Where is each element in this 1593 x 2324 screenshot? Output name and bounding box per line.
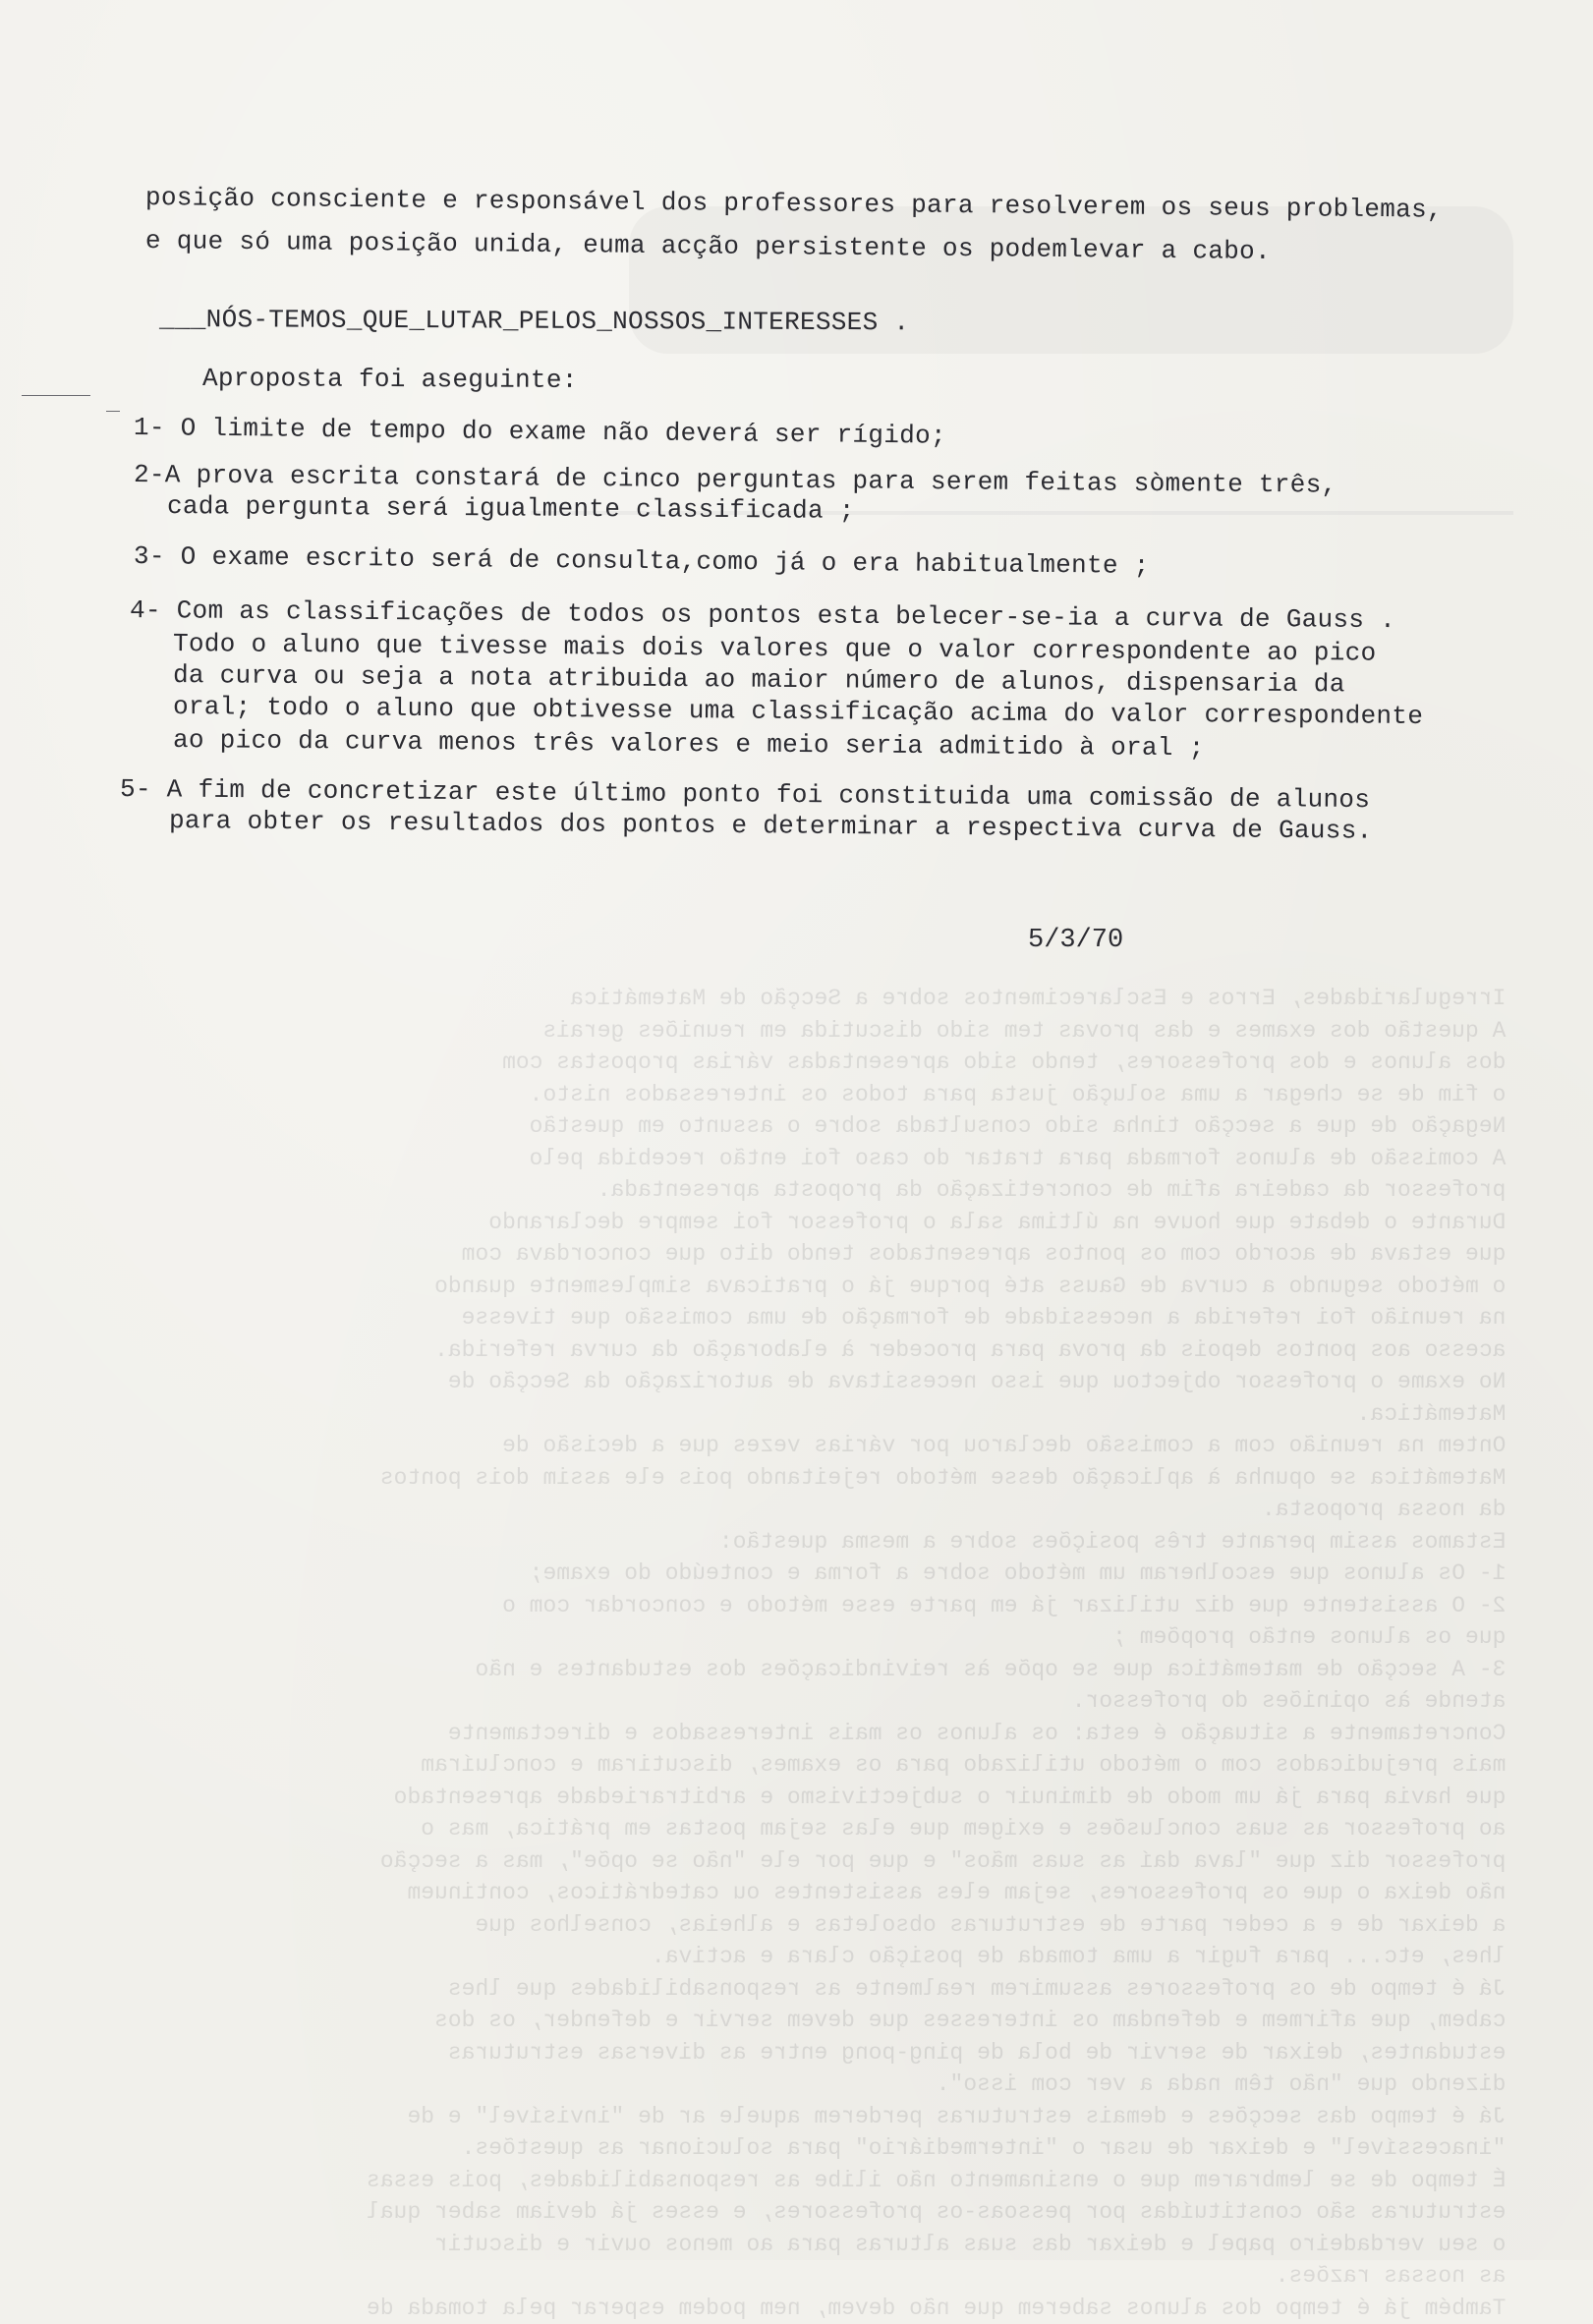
proposal-intro: Aproposta foi aseguinte: <box>201 364 578 395</box>
margin-pencil-tick <box>106 411 120 412</box>
proposal-item-1: 1- O limite de tempo do exame não deverá ser rígido; <box>133 413 947 451</box>
margin-pencil-mark <box>22 395 90 396</box>
proposal-item-5-line-2: para obter os resultados dos pontos e determinar a respectiva curva de Gauss. <box>168 806 1373 846</box>
proposal-item-5-line-1: 5- A fim de concretizar este último ponto foi constituida uma comissão de alunos <box>119 774 1371 816</box>
proposal-item-4-line-2: Todo o aluno que tivesse mais dois valores que o valor correspondente ao pico <box>172 629 1377 668</box>
show-through-text: Irregularidades, Erros e Esclarecimentos sobre a Secção de Matemática A questão dos exames e das provas tem sido discutida em reuniões gerais dos alunos e dos professores, tendo sido apresentadas várias propostas com o fim de se chegar a uma solução justa para todos os interessados nisto. Negação de que a secção tinha sido consultada sobre o assunto em questão A comissão de alunos formada para tratar do caso foi então recebida pelo professor da cadeira afim de concretização da proposta apresentada. Durante o debate que houve na última sala o professor foi sempre declarando que estava de acordo com os pontos apresentados tendo dito que concordava com o método segundo a curva de Gauss até porque já o praticava simplesmente quando na reunião foi referida a necessidade de formação de uma comissão que tivesse acesso aos pontos depois da prova para proceder à elaboração da curva referida. No exame o professor objectou que isso necessitava de autorização da Secção de Matemática. Ontem na reunião com a comissão declarou por várias vezes que a decisão de Matemática se opunha à aplicação desse método rejeitando pois ele assim dois pontos da nossa proposta. Estamos assim perante três posições sobre a mesma questão: 1- Os alunos que escolheram um método sobre a forma e conteúdo do exame; 2- O assistente que diz utilizar já em parte esse método e concordar com o que os alunos então propõem ; 3- A secção de matemática que se opõe às reivindicações dos estudantes e não atende às opiniões do professor. Concretamente a situação é esta: os alunos os mais interessados e directamente mais prejudicados com o método utilizado para os exames, discutiram e concluíram que havia para já um modo de diminuir o subjectivismo e arbitrariedade apresentado ao professor as suas conclusões e exigem que elas sejam postas em prática, mas o professor diz que "lava daí as suas mãos" e que por ele "não se opõe", mas a secção não deixa o que os professores, sejam eles assistentes ou catedráticos, continuem a deixar de e a ceder parte de estruturas obsoletas e alheias, conselhos que lhes, etc... para fugir a uma tomada de posição clara e activa. Já é tempo de os professores assumirem realmente as responsabilidades que lhes cabem, que afirmem e defendam os interesses que devem servir e defender, os dos estudantes, deixar de servir de bola de ping-pong entre as diversas estruturas dizendo que "não têm nada a ver com isso". Já é tempo das secções e demais estruturas perderem aquele ar de "invisível" e de "inacessível" e deixar de usar o "intermediário" para solucionar as questões. É tempo de se lembrarem que o ensinamento não ilibe as responsabilidades, pois essas estruturas são constituídas por pessoas-os professores, e esses já deviam saber qual o seu verdadeiro papel e deixar das suas alturas para ao menos ouvir e discutir as nossas razões. Também já é tempo dos alunos saberem que não devem, nem podem esperar pela tomada de <box>367 986 1507 2321</box>
proposal-item-3: 3- O exame escrito será de consulta,como já o era habitualmente ; <box>133 541 1150 581</box>
proposal-item-4-line-5: ao pico da curva menos três valores e meio seria admitido à oral ; <box>172 725 1205 764</box>
proposal-item-4-line-1: 4- Com as classificações de todos os pontos esta belecer-se-ia a curva de Gauss . <box>129 595 1396 636</box>
proposal-item-4-line-3: da curva ou seja a nota atribuida ao maior número de alunos, dispensaria da <box>172 660 1345 700</box>
paragraph-line-1: posição consciente e responsável dos professores para resolverem os seus problemas, <box>144 183 1444 225</box>
proposal-item-2-line-2: cada pergunta será igualmente classificada ; <box>166 491 855 526</box>
document-date: 5/3/70 <box>1028 926 1124 955</box>
paragraph-line-2: e que só uma posição unida, euma acção persistente os podemlevar a cabo. <box>144 226 1272 266</box>
proposal-item-2-line-1: 2-A prova escrita constará de cinco perguntas para serem feitas sòmente três, <box>133 460 1337 500</box>
slogan-line: ___NÓS-TEMOS_QUE_LUTAR_PELOS_NOSSOS_INTERESSES . <box>158 305 910 338</box>
proposal-item-4-line-4: oral; todo o aluno que obtivesse uma classificação acima do valor correspondente <box>172 692 1424 731</box>
